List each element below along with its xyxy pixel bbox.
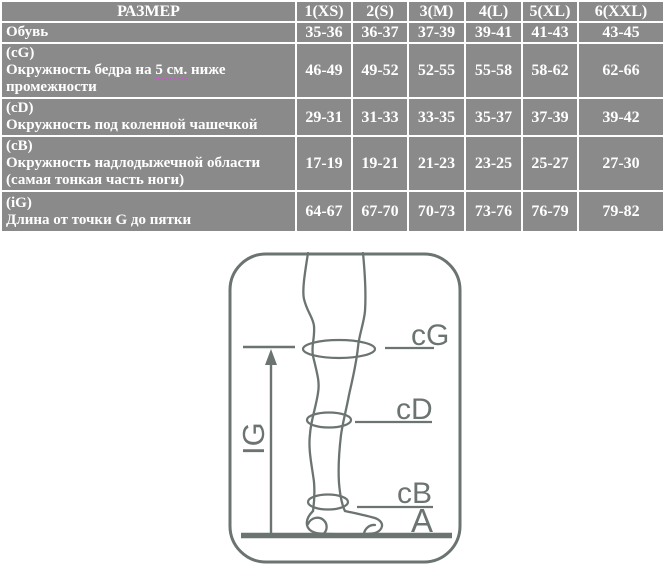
value-cell: 19-21 <box>352 136 408 191</box>
table-row-cg <box>1 43 664 98</box>
value-cell: 76-79 <box>522 191 578 232</box>
value-cell: 17-19 <box>296 136 352 191</box>
value-cell: 21-23 <box>408 136 465 191</box>
value-cell: 29-31 <box>296 98 352 136</box>
value-cell: 37-39 <box>522 98 578 136</box>
row-label-cd <box>1 98 296 136</box>
label-cd: cD <box>396 393 433 426</box>
value-cell: 67-70 <box>352 191 408 232</box>
value-cell: 55-58 <box>465 43 522 98</box>
cg-ellipse <box>303 340 375 358</box>
row-label-shoe <box>1 22 296 43</box>
value-cell: 31-33 <box>352 98 408 136</box>
value-cell: 35-37 <box>465 98 522 136</box>
value-cell: 49-52 <box>352 43 408 98</box>
ig-arrowhead-icon <box>265 349 277 365</box>
value-cell: 39-42 <box>578 98 664 136</box>
value-cell: 79-82 <box>578 191 664 232</box>
value-cell: 46-49 <box>296 43 352 98</box>
row-label-line: Окружность под коленной чашечкой <box>6 117 258 133</box>
value-cell: 23-25 <box>465 136 522 191</box>
header-col-5xl: 5(XL) <box>522 1 578 22</box>
value-cell: 73-76 <box>465 191 522 232</box>
value-cell: 37-39 <box>408 22 465 43</box>
value-cell: 62-66 <box>578 43 664 98</box>
table-row-cd <box>1 98 664 136</box>
table-header-row <box>1 1 664 22</box>
label-text: ниже <box>187 62 226 78</box>
leg-measurement-diagram <box>228 252 462 564</box>
row-label-line: (cG) <box>6 45 35 61</box>
row-label-ig <box>1 191 296 232</box>
header-col-3m: 3(M) <box>408 1 465 22</box>
row-label-line: промежности <box>6 79 97 95</box>
row-label-line: Обувь <box>6 24 49 40</box>
leg-front-contour <box>303 253 318 511</box>
value-cell: 52-55 <box>408 43 465 98</box>
row-label-cb <box>1 136 296 191</box>
table-row-ig <box>1 191 664 232</box>
value-cell: 64-67 <box>296 191 352 232</box>
row-label-line: Окружность надлодыжечной области <box>6 155 261 171</box>
label-ig: IG <box>236 422 271 455</box>
value-cell: 25-27 <box>522 136 578 191</box>
header-col-6xxl: 6(XXL) <box>578 1 664 22</box>
label-cg: cG <box>411 319 450 352</box>
foot-outline <box>307 511 382 534</box>
value-cell: 43-45 <box>578 22 664 43</box>
header-col-1xs: 1(XS) <box>296 1 352 22</box>
value-cell: 39-41 <box>465 22 522 43</box>
header-col-4l: 4(L) <box>465 1 522 22</box>
row-label-line: (cD) <box>6 100 34 116</box>
size-table <box>0 0 665 233</box>
row-label-cg <box>1 43 296 98</box>
label-text: Окружность бедра на <box>6 62 156 78</box>
value-cell: 35-36 <box>296 22 352 43</box>
header-col-2s: 2(S) <box>352 1 408 22</box>
label-cb: cB <box>397 477 433 510</box>
leg-back-contour <box>339 253 366 511</box>
spellchecked-text: 5 см. <box>155 62 188 78</box>
label-a: A <box>411 502 434 539</box>
row-label-line: Длина от точки G до пятки <box>6 211 192 228</box>
header-size: РАЗМЕР <box>1 1 296 22</box>
value-cell: 41-43 <box>522 22 578 43</box>
value-cell: 33-35 <box>408 98 465 136</box>
row-label-line: (iG) <box>6 194 32 211</box>
value-cell: 58-62 <box>522 43 578 98</box>
row-label-line: (самая тонкая часть ноги) <box>6 172 185 188</box>
table-row-shoe <box>1 22 664 43</box>
table-row-cb <box>1 136 664 191</box>
value-cell: 27-30 <box>578 136 664 191</box>
row-label-line <box>6 62 292 79</box>
value-cell: 70-73 <box>408 191 465 232</box>
leg-diagram-svg <box>228 252 462 564</box>
row-label-line: (cB) <box>6 138 33 154</box>
value-cell: 36-37 <box>352 22 408 43</box>
